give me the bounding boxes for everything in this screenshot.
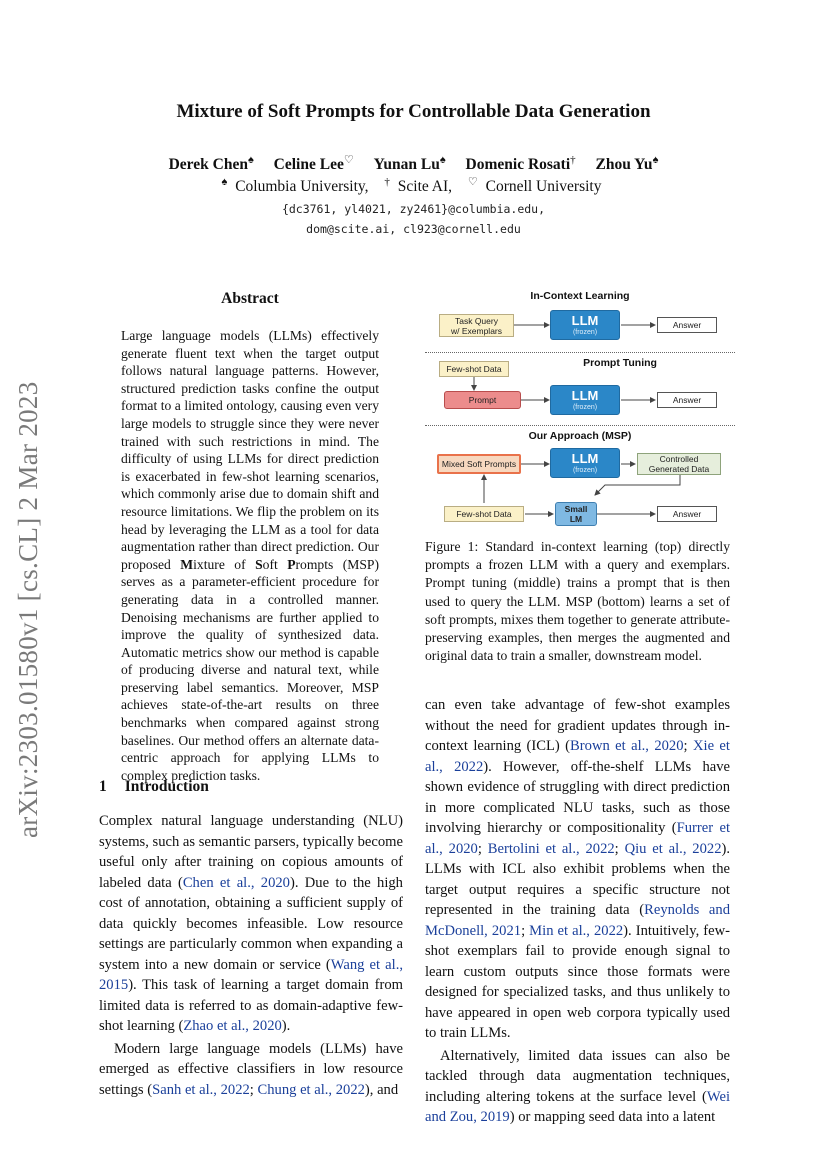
task-query-box: Task Query w/ Exemplars — [439, 314, 514, 337]
figure-1 — [425, 285, 735, 530]
affiliation: ♠ Columbia University, — [221, 176, 369, 196]
paragraph: Complex natural language understanding (NLU) systems, such as semantic parsers, typically become useful only after training on copious amounts of labeled data (Chen et al., 2020). Due to the high cost of annotation, obtaining a sufficient supply of data quickly becomes infeasible. Low resource settings are particularly common when expanding a system into a new domain or service (Wang et al., 2015). This task of learning a target domain from limited data is referred to as domain-adaptive few-shot learning (Zhao et al., 2020). — [99, 813, 403, 1034]
citation-link[interactable]: Wei and Zou, 2019 — [425, 1088, 730, 1125]
citation-link[interactable]: Reynolds and McDonell, 2021 — [425, 902, 730, 939]
llm-box: LLM (frozen) — [550, 310, 620, 340]
author: Celine Lee♡ — [273, 154, 354, 174]
paragraph: Alternatively, limited data issues can also be tackled through data augmentation techniques, including altering tokens at the surface level (Wei and Zou, 2019) or mapping seed data into a latent — [425, 1047, 730, 1125]
email-line: {dc3761, yl4021, zy2461}@columbia.edu, — [281, 202, 546, 216]
author: Domenic Rosati† — [465, 154, 576, 174]
section-heading: 1 Introduction — [99, 778, 209, 795]
mixed-soft-prompts-box: Mixed Soft Prompts — [437, 454, 521, 474]
prompt-box: Prompt — [444, 391, 521, 409]
section-label-msp: Our Approach (MSP) — [528, 430, 632, 442]
email-block — [0, 199, 827, 239]
affiliations — [0, 175, 827, 196]
citation-link[interactable]: Bertolini et al., 2022 — [487, 840, 615, 857]
divider — [425, 425, 735, 426]
citation-link[interactable]: Sanh et al., 2022 — [152, 1081, 250, 1098]
author: Zhou Yu♠ — [595, 154, 659, 174]
paper-title: Mixture of Soft Prompts for Controllable Data Generation — [176, 101, 651, 122]
author-list — [0, 153, 827, 174]
citation-link[interactable]: Qiu et al., 2022 — [624, 840, 722, 857]
answer-box: Answer — [657, 317, 717, 333]
few-shot-data-box: Few-shot Data — [439, 361, 509, 377]
citation-link[interactable]: Brown et al., 2020 — [570, 738, 684, 754]
divider — [425, 352, 735, 353]
citation-link[interactable]: Chen et al., 2020 — [182, 874, 290, 891]
affiliation: ♡ Cornell University — [467, 176, 602, 196]
answer-box: Answer — [657, 506, 717, 522]
affiliation: † Scite AI, — [384, 176, 453, 196]
author: Yunan Lu♠ — [373, 154, 446, 174]
citation-link[interactable]: Chung et al., 2022 — [257, 1081, 365, 1098]
abstract-heading: Abstract — [221, 290, 279, 307]
citation-link[interactable]: Min et al., 2022 — [529, 922, 624, 939]
llm-box: LLM (frozen) — [550, 385, 620, 415]
email-line: dom@scite.ai, cl923@cornell.edu — [306, 222, 521, 236]
paragraph: can even take advantage of few-shot examples without the need for gradient updates through in-context learning (ICL) (Brown et al., 2020; Xie et al., 2022). However, off-the-shelf LLMs have shown evidence of struggling with direct prediction in more complicated NLU tasks, such as those involving hierarchy or compositionality (Furrer et al., 2020; Bertolini et al., 2022; Qiu et al., 2022). LLMs with ICL also exhibit problems when the target output requires a specific structure not represented in the training data (Reynolds and McDonell, 2021; Min et al., 2022). Intuitively, few-shot exemplars fail to provide enough signal to learn custom outputs since those formats were designed for specialized tasks, and thus unlikely to have appeared in open web corpora typically used to train LLMs. — [425, 697, 731, 1041]
figure-caption: Figure 1: Standard in-context learning (top) directly prompts a frozen LLM with a query and exemplars. Prompt tuning (middle) trains a prompt that is then used to query the LLM. MSP (bottom) learns a set of soft prompts, mixes them together to generate attribute-preserving examples, then merges the augmented and original data to train a smaller, downstream model. — [425, 539, 730, 664]
citation-link[interactable]: Wang et al., 2015 — [99, 956, 403, 993]
small-lm-box: Small LM — [555, 502, 597, 526]
citation-link[interactable]: Zhao et al., 2020 — [183, 1018, 282, 1034]
author: Derek Chen♠ — [168, 154, 254, 174]
left-column-body — [99, 811, 403, 1100]
citation-link[interactable]: Xie et al., 2022 — [425, 738, 730, 775]
citation-link[interactable]: Furrer et al., 2020 — [425, 820, 730, 857]
section-label-icl: In-Context Learning — [530, 290, 630, 302]
llm-box: LLM (frozen) — [550, 448, 620, 478]
controlled-generated-data-box: Controlled Generated Data — [637, 453, 721, 475]
right-column-body — [425, 695, 730, 1128]
answer-box: Answer — [657, 392, 717, 408]
paragraph: Modern large language models (LLMs) have emerged as effective classifiers in low resource settings (Sanh et al., 2022; Chung et al., 2022), and — [99, 1040, 403, 1098]
abstract-body: Large language models (LLMs) effectively generate fluent text when the target output follows natural language patterns. However, structured prediction tasks confine the output format to a limited ontology, causing even very large models to struggle since they were never trained with such restrictions in mind. The difficulty of using LLMs for direct prediction is exacerbated in few-shot learning scenarios, which commonly arise due to domain shift and resource limitations. We flip the problem on its head by leveraging the LLM as a tool for data augmentation rather than direct prediction. Our proposed Mixture of Soft Prompts (MSP) serves as a parameter-efficient procedure for generating data in a controlled manner. Denoising mechanisms are further applied to improve the quality of synthesized data. Automatic metrics show our method is capable of producing diverse and natural text, while preserving label semantics. Moreover, MSP achieves state-of-the-art results on three benchmarks when compared against strong baselines. Our method offers an alternate data-centric approach for applying LLMs to complex prediction tasks. — [121, 328, 379, 783]
arxiv-stamp: arXiv:2303.01580v1 [cs.CL] 2 Mar 2023 — [13, 381, 43, 838]
section-label-pt: Prompt Tuning — [583, 357, 657, 369]
few-shot-data-box: Few-shot Data — [444, 506, 524, 522]
